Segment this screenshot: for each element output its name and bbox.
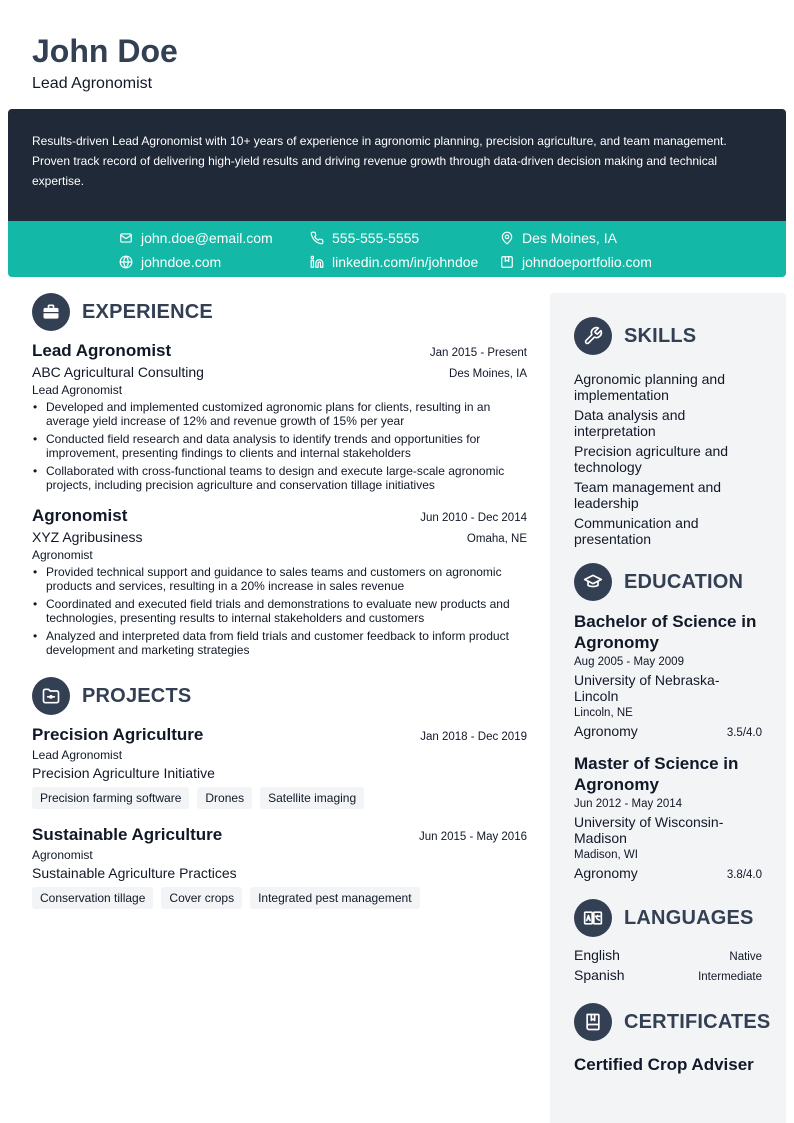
skill-item: Team management and leadership (574, 479, 722, 511)
experience-title: EXPERIENCE (82, 300, 213, 323)
language-name: English (574, 947, 620, 963)
language-name: Spanish (574, 967, 625, 983)
education-title: EDUCATION (624, 570, 744, 593)
contact-bar (8, 221, 786, 277)
job-bullet: • Provided technical support and guidance to sales teams and customers on agronomic products and services, resulting in a 20% increase in sales revenue (32, 565, 527, 593)
portfolio-icon (500, 255, 514, 269)
skill-item: Data analysis and interpretation (574, 407, 686, 439)
certificate-item: Certified Crop Adviser (574, 1055, 754, 1074)
job-bullet: • Conducted field research and data analysis to identify trends and opportunities for improvement, presenting findings to clients and internal stakeholders (32, 432, 527, 460)
globe-icon (119, 255, 133, 269)
skills-heading (574, 317, 762, 355)
project-name: Precision Agriculture Initiative (32, 765, 215, 781)
language-item (574, 967, 762, 983)
skill-item: Communication and presentation (574, 515, 699, 547)
company-location: Omaha, NE (466, 533, 527, 545)
edu-school: University of Wisconsin-Madison (574, 814, 724, 846)
skill-item: Agronomic planning and implementation (574, 371, 725, 403)
contact-website[interactable] (119, 253, 221, 271)
contact-email[interactable] (119, 229, 273, 247)
certificates-title: CERTIFICATES (624, 1010, 771, 1033)
job-dates: Jan 2015 - Present (429, 347, 527, 359)
project-dates: Jun 2015 - May 2016 (418, 831, 527, 843)
project-tag: Conservation tillage (32, 887, 153, 909)
project-tag: Cover crops (161, 887, 242, 909)
contact-location (500, 229, 617, 247)
contact-portfolio-text: johndoeportfolio.com (522, 254, 652, 270)
job-bullet: • Developed and implemented customized agronomic plans for clients, resulting in an average yield increase of 12% and revenue growth of 15% per year (32, 400, 527, 428)
edu-dates: Jun 2012 - May 2014 (574, 798, 683, 810)
project-tag: Drones (197, 787, 252, 809)
job-bullets (32, 400, 527, 492)
certificates-heading (574, 1003, 771, 1041)
linkedin-icon (310, 255, 324, 269)
job-bullet: • Coordinated and executed field trials and demonstrations to evaluate new products and technologies, presenting results to internal stakeholders and customers (32, 597, 527, 625)
skill-item: Precision agriculture and technology (574, 443, 729, 475)
languages-title: LANGUAGES (624, 906, 754, 929)
mail-icon (119, 231, 133, 245)
certificates-list (574, 1055, 762, 1075)
language-level: Native (729, 951, 762, 963)
folder-icon (32, 677, 70, 715)
contact-portfolio[interactable] (500, 253, 652, 271)
project-name: Sustainable Agriculture Practices (32, 865, 237, 881)
projects-heading (32, 677, 527, 715)
project-tag: Precision farming software (32, 787, 189, 809)
job-bullet: • Collaborated with cross-functional teams to design and execute large-scale agronomic projects, including precision agriculture and conservation tillage initiatives (32, 464, 527, 492)
job-role: Lead Agronomist (32, 383, 123, 397)
summary-block (8, 109, 786, 221)
main-column (32, 293, 527, 909)
job-dates: Jun 2010 - Dec 2014 (420, 512, 527, 524)
education-entry (574, 753, 762, 881)
project-role: Lead Agronomist (32, 748, 123, 762)
candidate-name: John Doe (32, 33, 178, 69)
edu-dates: Aug 2005 - May 2009 (574, 656, 684, 668)
translate-icon (574, 899, 612, 937)
project-dates: Jan 2018 - Dec 2019 (420, 731, 527, 743)
company-name: ABC Agricultural Consulting (32, 364, 204, 380)
edu-school: University of Nebraska-Lincoln (574, 672, 720, 704)
projects-title: PROJECTS (82, 684, 192, 707)
summary-text: Results-driven Lead Agronomist with 10+ years of experience in agronomic planning, precision agriculture, and team management. Proven track record of delivering high-yield results and driving revenue growth through data-driven decision making and technical expertise. (32, 134, 727, 188)
contact-phone[interactable] (310, 229, 419, 247)
project-tag: Satellite imaging (260, 787, 364, 809)
edu-field: Agronomy (574, 865, 638, 881)
project-role: Agronomist (32, 848, 93, 862)
sidebar (550, 293, 786, 1123)
experience-entry (32, 341, 527, 492)
briefcase-icon (32, 293, 70, 331)
skills-list (574, 371, 762, 547)
job-bullet: • Analyzed and interpreted data from field trials and customer feedback to inform product development and marketing strategies (32, 629, 527, 657)
edu-location: Madison, WI (574, 849, 638, 861)
graduation-cap-icon (574, 563, 612, 601)
edu-degree: Master of Science in Agronomy (574, 754, 739, 794)
contact-website-text: johndoe.com (141, 254, 222, 270)
phone-icon (310, 231, 324, 245)
project-tag: Integrated pest management (250, 887, 419, 909)
candidate-title: Lead Agronomist (32, 75, 153, 92)
project-tags (32, 787, 527, 809)
edu-gpa: 3.5/4.0 (726, 727, 762, 739)
contact-location-text: Des Moines, IA (522, 230, 617, 246)
certificate-book-icon (574, 1003, 612, 1041)
project-title: Precision Agriculture (32, 725, 204, 744)
skills-title: SKILLS (624, 324, 697, 347)
contact-linkedin-text: linkedin.com/in/johndoe (332, 254, 479, 270)
edu-degree: Bachelor of Science in Agronomy (574, 612, 757, 652)
job-title: Lead Agronomist (32, 341, 172, 360)
job-role: Agronomist (32, 548, 93, 562)
languages-heading (574, 899, 762, 937)
job-title: Agronomist (32, 506, 128, 525)
map-pin-icon (500, 231, 514, 245)
languages-list (574, 947, 762, 983)
language-item (574, 947, 762, 963)
edu-field: Agronomy (574, 723, 638, 739)
project-entry (32, 825, 527, 909)
experience-entry (32, 506, 527, 657)
language-level: Intermediate (698, 971, 762, 983)
contact-linkedin[interactable] (310, 253, 478, 271)
company-location: Des Moines, IA (449, 368, 527, 380)
project-tags (32, 887, 527, 909)
edu-location: Lincoln, NE (574, 707, 633, 719)
wrench-icon (574, 317, 612, 355)
education-heading (574, 563, 762, 601)
resume-header (32, 32, 178, 94)
project-title: Sustainable Agriculture (32, 825, 223, 844)
contact-phone-text: 555-555-5555 (332, 230, 420, 246)
education-entry (574, 611, 762, 739)
job-bullets (32, 565, 527, 657)
project-entry (32, 725, 527, 809)
company-name: XYZ Agribusiness (32, 529, 143, 545)
contact-email-text: john.doe@email.com (141, 230, 273, 246)
edu-gpa: 3.8/4.0 (726, 869, 762, 881)
experience-heading (32, 293, 527, 331)
